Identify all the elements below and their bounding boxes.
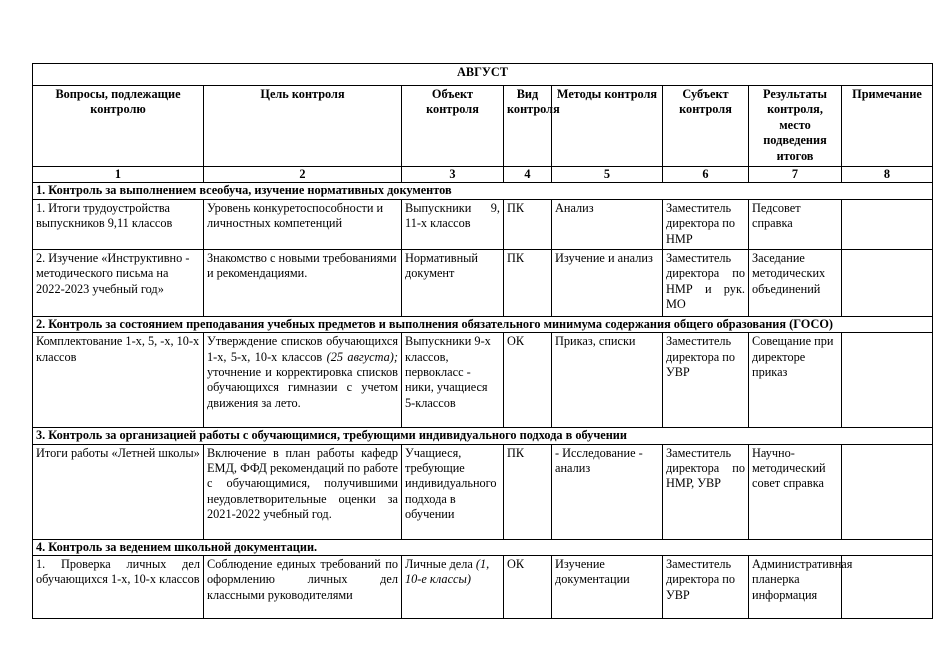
- subject-cell: Заместитель директора по УВР: [663, 333, 749, 428]
- method-cell: Изучение документации: [552, 556, 663, 619]
- method-cell: Изучение и анализ: [552, 249, 663, 316]
- month-title: АВГУСТ: [33, 64, 933, 86]
- type-cell: ОК: [504, 556, 552, 619]
- table-row: [33, 444, 933, 539]
- goal-date-note: (25 августа);: [326, 349, 398, 364]
- header-methods: Методы контроля: [552, 86, 663, 167]
- subject-cell: Заместитель директора по УВР: [663, 556, 749, 619]
- section-title: 4. Контроль за ведением школьной документации.: [33, 539, 933, 555]
- subject-cell: Заместитель директора по НМР: [663, 199, 749, 249]
- section-row: [33, 539, 933, 555]
- header-object: Объект контроля: [402, 86, 504, 167]
- column-number: 5: [552, 167, 663, 183]
- column-number: 7: [749, 167, 842, 183]
- goal-text-rest: уточнение и корректировка списков обучающихся гимназии с учетом движения за лето.: [207, 365, 398, 410]
- note-cell: [842, 249, 933, 316]
- column-number: 6: [663, 167, 749, 183]
- section-row: [33, 183, 933, 199]
- note-cell: [842, 556, 933, 619]
- column-numbers-row: [33, 167, 933, 183]
- column-number: 3: [402, 167, 504, 183]
- goal-cell: Уровень конкуретоспособности и личностных компетенций: [204, 199, 402, 249]
- result-cell: Педсовет справка: [749, 199, 842, 249]
- column-number: 8: [842, 167, 933, 183]
- result-cell: Научно-методический совет справка: [749, 444, 842, 539]
- table-row: [33, 199, 933, 249]
- note-cell: [842, 333, 933, 428]
- table-row: [33, 333, 933, 428]
- object-cell: Выпускники 9, 11-х классов: [402, 199, 504, 249]
- method-cell: Анализ: [552, 199, 663, 249]
- header-goal: Цель контроля: [204, 86, 402, 167]
- table-row: [33, 556, 933, 619]
- subject-cell: Заместитель директора по НМР и рук. МО: [663, 249, 749, 316]
- question-cell: 1. Проверка личных дел обучающихся 1-х, 10-х классов: [33, 556, 204, 619]
- note-cell: [842, 444, 933, 539]
- method-cell: Приказ, списки: [552, 333, 663, 428]
- result-cell: Административная планерка информация: [749, 556, 842, 619]
- object-cell: Учащиеся, требующие индивидуального подхода в обучении: [402, 444, 504, 539]
- column-number: 2: [204, 167, 402, 183]
- note-cell: [842, 199, 933, 249]
- goal-cell: [204, 333, 402, 428]
- method-cell: - Исследование - анализ: [552, 444, 663, 539]
- object-cell: [402, 556, 504, 619]
- result-cell: Совещание при директоре приказ: [749, 333, 842, 428]
- goal-text: Утверждение списков обучающихся 1-х, 5-х, 10-х классов: [207, 334, 398, 364]
- type-cell: ПК: [504, 444, 552, 539]
- control-plan-table: [32, 63, 933, 619]
- section-title: 1. Контроль за выполнением всеобуча, изучение нормативных документов: [33, 183, 933, 199]
- section-row: [33, 428, 933, 444]
- subject-cell: Заместитель директора по НМР, УВР: [663, 444, 749, 539]
- header-results: Результаты контроля, место подведения итогов: [749, 86, 842, 167]
- question-cell: 1. Итоги трудоустройства выпускников 9,11 классов: [33, 199, 204, 249]
- result-cell: Заседание методических объединений: [749, 249, 842, 316]
- section-title: 2. Контроль за состоянием преподавания учебных предметов и выполнения обязательного минимума содержания общего образования (ГОСО): [33, 316, 933, 332]
- goal-cell: Включение в план работы кафедр ЕМД, ФФД рекомендаций по работе с обучающимися, получившими неудовлетворительные оценки за 2021-2022 учебный год.: [204, 444, 402, 539]
- question-cell: 2. Изучение «Инструктивно - методического письма на 2022-2023 учебный год»: [33, 249, 204, 316]
- header-row: [33, 86, 933, 167]
- section-title: 3. Контроль за организацией работы с обучающимися, требующими индивидуального подхода в обучении: [33, 428, 933, 444]
- header-questions: Вопросы, подлежащие контролю: [33, 86, 204, 167]
- goal-cell: Знакомство с новыми требованиями и рекомендациями.: [204, 249, 402, 316]
- type-cell: ПК: [504, 199, 552, 249]
- column-number: 4: [504, 167, 552, 183]
- object-text: Личные дела: [405, 557, 473, 572]
- header-subject: Субъект контроля: [663, 86, 749, 167]
- goal-cell: Соблюдение единых требований по оформлению личных дел классными руководителями: [204, 556, 402, 619]
- type-cell: ОК: [504, 333, 552, 428]
- question-cell: Итоги работы «Летней школы»: [33, 444, 204, 539]
- column-number: 1: [33, 167, 204, 183]
- object-cell: Нормативный документ: [402, 249, 504, 316]
- month-row: [33, 64, 933, 86]
- question-cell: Комплектование 1-х, 5, -х, 10-х классов: [33, 333, 204, 428]
- type-cell: ПК: [504, 249, 552, 316]
- object-cell: Выпускники 9-х классов, первокласс - ники, учащиеся 5-классов: [402, 333, 504, 428]
- header-note: Примечание: [842, 86, 933, 167]
- object-classes-note: (1, 10-е классы): [405, 557, 490, 587]
- section-row: [33, 316, 933, 332]
- header-type: Вид контроля: [504, 86, 552, 167]
- table-row: [33, 249, 933, 316]
